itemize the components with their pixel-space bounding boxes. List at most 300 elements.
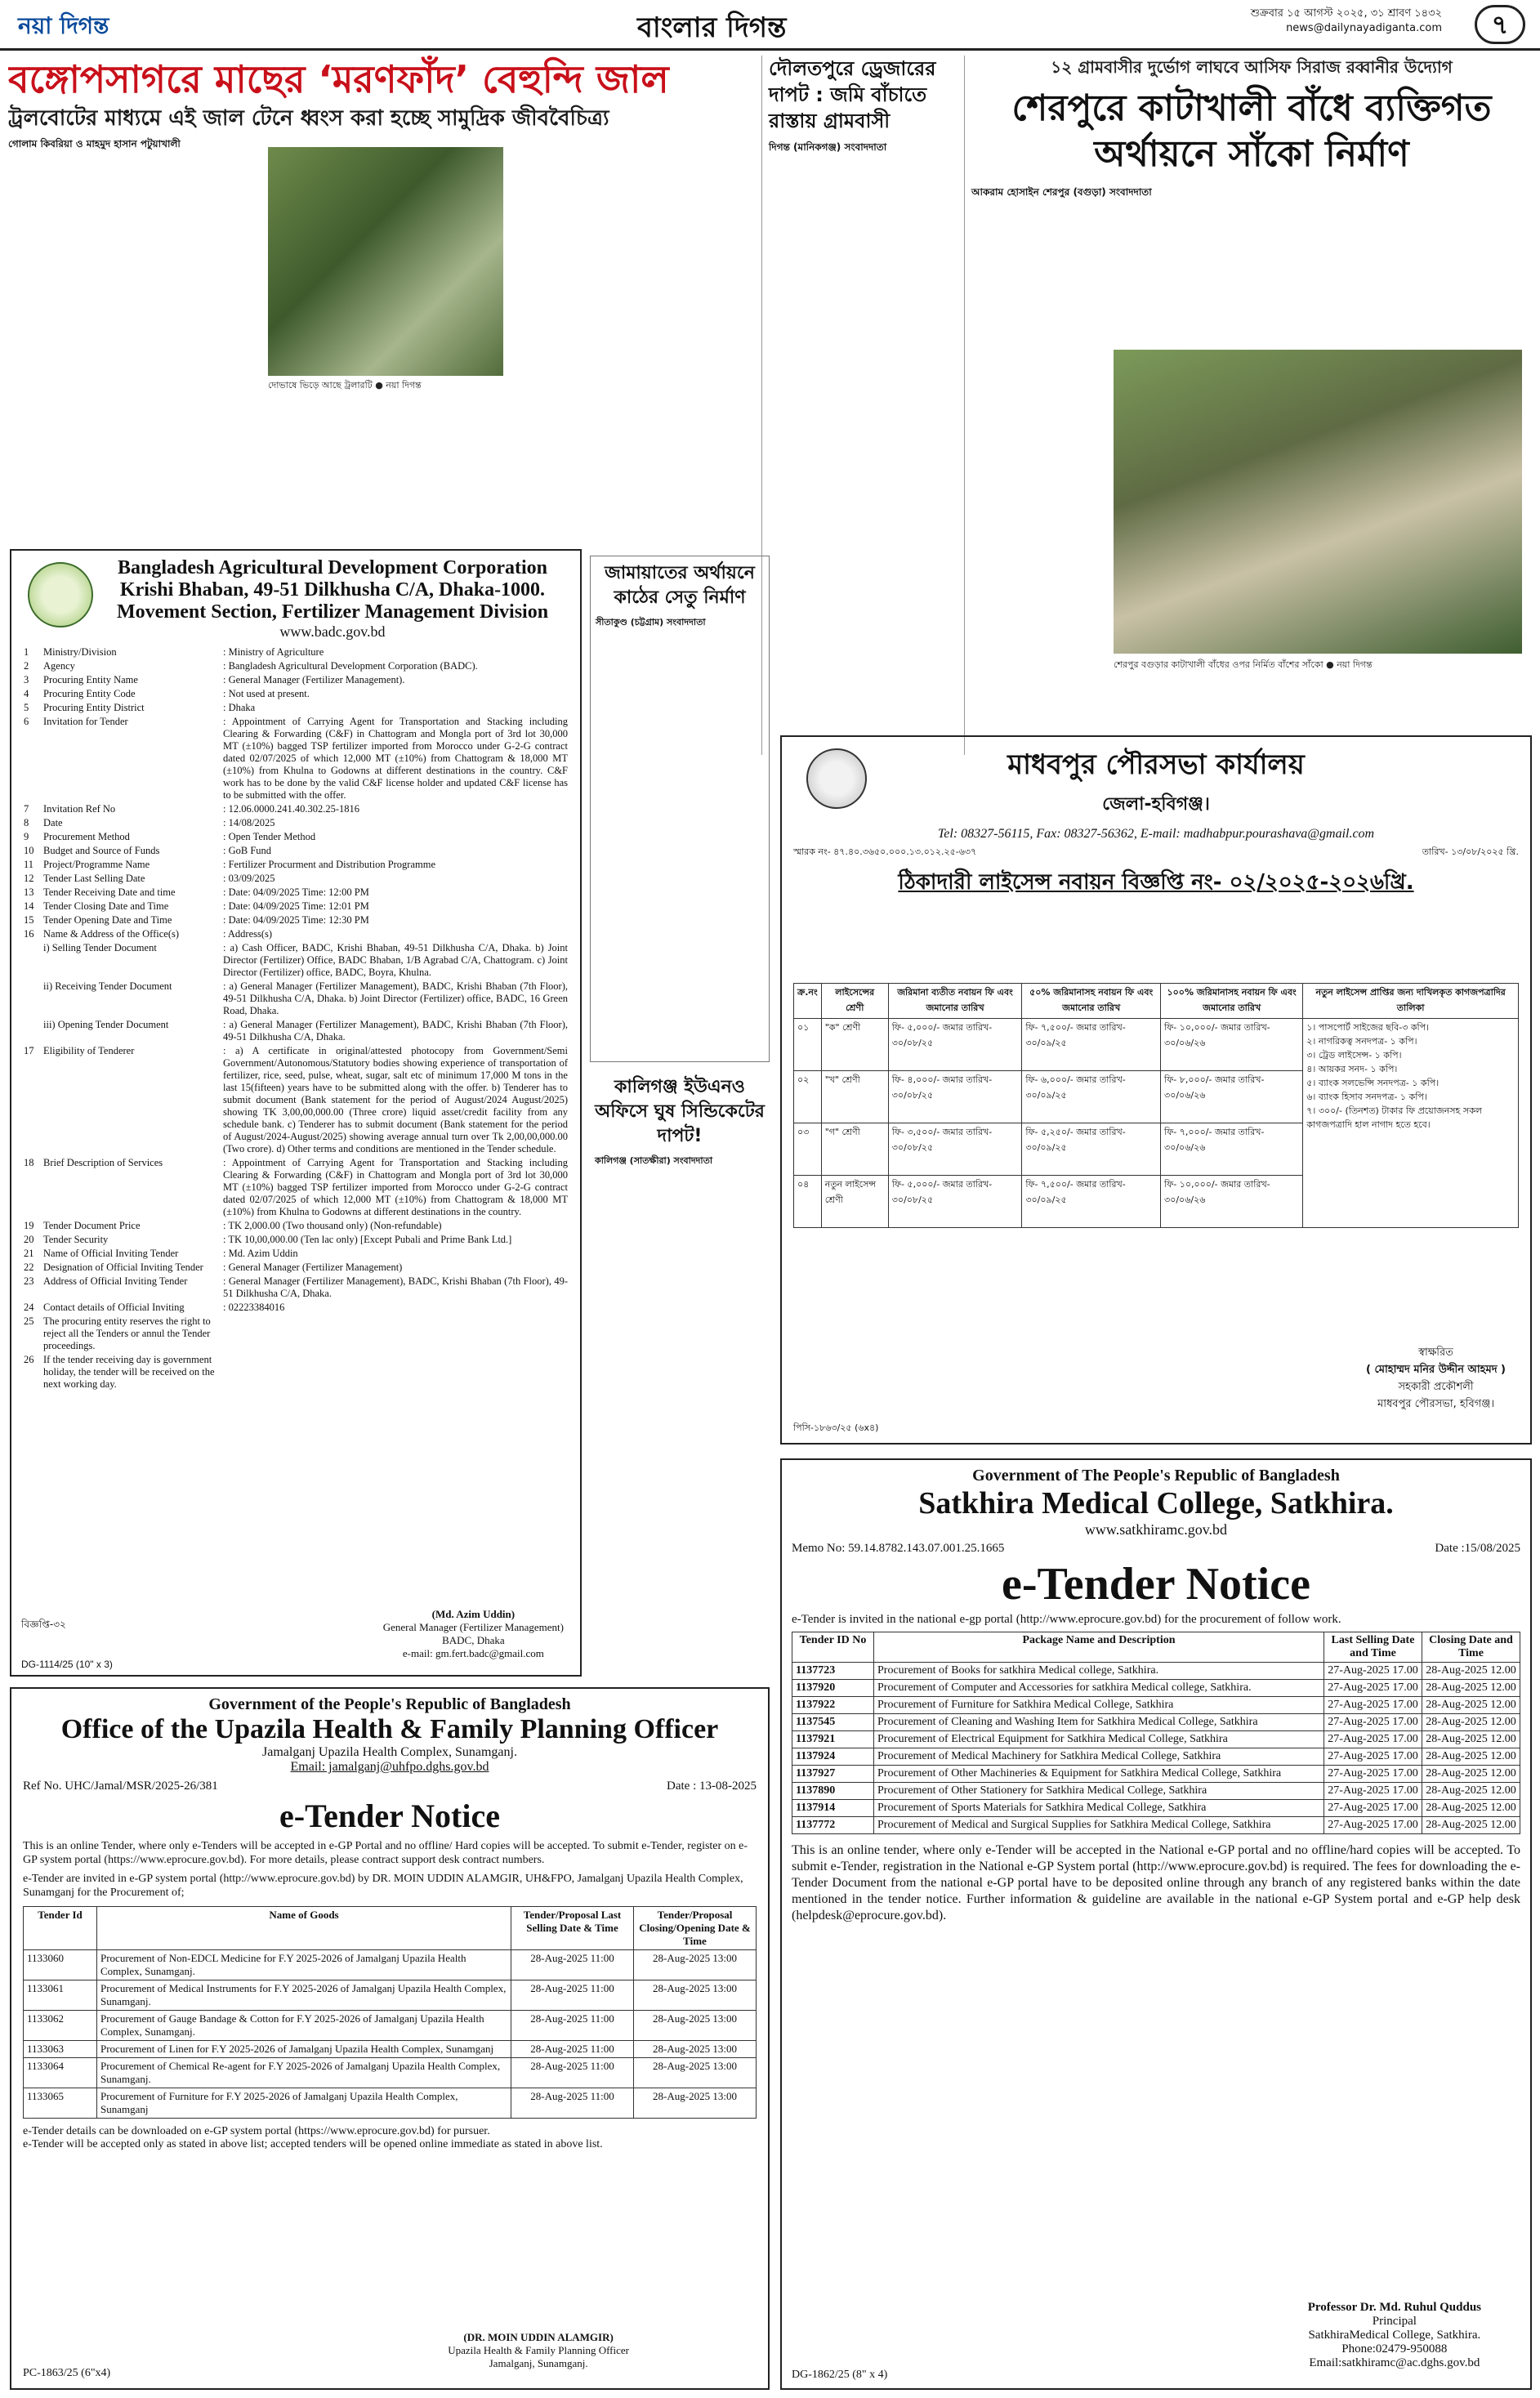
spec-value: : a) Cash Officer, BADC, Krishi Bhaban, 49-51 Dilkhusha C/A, Dhaka. b) Joint Director (Fertilizer) Office, BADC Bhaban, 1/B Agrabad C/A, Chattogram. c) Joint Director (Fertilizer) office, BADC, Boyra, Khulna. xyxy=(223,942,568,978)
sherpur-kicker: ১২ গ্রামবাসীর দুর্ভোগ লাঘবে আসিফ সিরাজ রব্বানীর উদ্যোগ xyxy=(1051,57,1453,77)
package-name: Procurement of Electrical Equipment for Satkhira Medical College, Satkhira xyxy=(874,1731,1324,1748)
table-header-row xyxy=(24,1907,757,1950)
table-row xyxy=(21,1301,570,1315)
spec-value: : GoB Fund xyxy=(223,845,272,856)
spec-label: Date xyxy=(43,817,63,828)
jamalganj-tender-table xyxy=(23,1906,757,2119)
spec-label: iii) Opening Tender Document xyxy=(43,1019,169,1030)
madhabpur-subtitle: জেলা-হবিগঞ্জ। xyxy=(1102,794,1210,815)
jamalganj-signature-block xyxy=(448,2331,629,2370)
document-item: ১। পাসপোর্ট সাইজের ছবি-৩ কপি। xyxy=(1306,1022,1430,1033)
table-cell: নতুন লাইসেন্স শ্রেণী xyxy=(821,1176,888,1228)
madhabpur-title: মাধবপুর পৌরসভা কার্যালয় xyxy=(1007,748,1305,781)
last-selling-date: 27-Aug-2025 17.00 xyxy=(1324,1783,1422,1800)
closing-date: 28-Aug-2025 12.00 xyxy=(1422,1680,1520,1697)
madhabpur-license-table xyxy=(793,983,1519,1228)
column-header: Tender/Proposal Last Selling Date & Time xyxy=(511,1907,634,1950)
column-header: ক্র.নং xyxy=(794,984,822,1019)
spec-label: Name & Address of the Office(s) xyxy=(43,928,180,940)
spec-label: Tender Opening Date and Time xyxy=(43,914,172,926)
goods-name: Procurement of Gauge Bandage & Cotton for F.Y 2025-2026 of Jamalganj Upazila Health Complex, Sunamganj. xyxy=(97,2011,511,2041)
package-name: Procurement of Computer and Accessories for satkhira Medical college, Satkhira. xyxy=(874,1680,1324,1697)
spec-number: 15 xyxy=(24,914,34,926)
spec-number: 26 xyxy=(24,1354,34,1365)
last-selling-date: 27-Aug-2025 17.00 xyxy=(1324,1697,1422,1714)
table-row xyxy=(24,2088,757,2119)
badc-title-2: Krishi Bhaban, 49-51 Dilkhusha C/A, Dhaka-1000. xyxy=(119,579,546,601)
tender-id: 1137927 xyxy=(792,1766,874,1783)
madhabpur-signed: স্বাক্ষরিত xyxy=(1418,1346,1453,1359)
spec-number: 18 xyxy=(24,1157,34,1168)
table-row xyxy=(792,1800,1520,1817)
spec-value: : Md. Azim Uddin xyxy=(223,1248,298,1259)
madhabpur-contact: Tel: 08327-56115, Fax: 08327-56362, E-mail: madhabpur.pourashava@gmail.com xyxy=(937,827,1375,841)
table-row xyxy=(21,913,570,927)
spec-number: 16 xyxy=(24,928,34,940)
table-row xyxy=(21,1275,570,1301)
closing-date: 28-Aug-2025 12.00 xyxy=(1422,1748,1520,1766)
jamalganj-email: Email: jamalganj@uhfpo.dghs.gov.bd xyxy=(290,1760,489,1774)
tender-id: 1137924 xyxy=(792,1748,874,1766)
spec-label: Brief Description of Services xyxy=(43,1157,163,1168)
table-row xyxy=(21,1233,570,1247)
jamalganj-title: Office of the Upazila Health & Family Planning Officer xyxy=(60,1714,719,1744)
table-row xyxy=(21,1219,570,1233)
jamalganj-intro1: This is an online Tender, where only e-Tenders will be accepted in e-GP Portal and no offline/ Hard copies will be accepted. To submit e-Tender, register on e-GP system portal (https://www.eprocure.gov.bd). For more details, please contract support desk contract numbers. xyxy=(23,1840,748,1866)
spec-number: 4 xyxy=(24,688,29,699)
table-row xyxy=(21,1353,570,1391)
madhabpur-notice xyxy=(780,735,1532,1445)
jamalganj-footer2: e-Tender will be accepted only as stated in above list; accepted tenders will be opened online immediate as stated in above list. xyxy=(23,2138,603,2150)
table-cell: "গ" শ্রেণী xyxy=(821,1123,888,1176)
jamalganj-intro2: e-Tender are invited in e-GP system portal (http://www.eprocure.gov.bd) by DR. MOIN UDDIN ALAMGIR, UH&FPO, Jamalganj Upazila Health Complex, Sunamganj for the Procurement of; xyxy=(23,1873,743,1899)
spec-value: : General Manager (Fertilizer Management) xyxy=(223,1262,403,1273)
table-row xyxy=(21,844,570,858)
package-name: Procurement of Furniture for Satkhira Medical College, Satkhira xyxy=(874,1697,1324,1714)
table-row xyxy=(24,2011,757,2041)
jamalganj-address: Jamalganj Upazila Health Complex, Sunamganj. xyxy=(262,1745,517,1759)
spec-number: 8 xyxy=(24,817,29,828)
spec-label: Ministry/Division xyxy=(43,646,117,658)
table-row xyxy=(21,816,570,830)
table-row xyxy=(792,1714,1520,1731)
municipality-emblem-icon xyxy=(806,748,867,809)
satkhira-notice xyxy=(780,1458,1532,2390)
table-cell: ফি- ৮,০০০/- জমার তারিখ- ৩০/০৬/২৬ xyxy=(1161,1071,1303,1123)
spec-label: Name of Official Inviting Tender xyxy=(43,1248,179,1259)
closing-date: 28-Aug-2025 12.00 xyxy=(1422,1783,1520,1800)
email-text: news@dailynayadiganta.com xyxy=(1286,22,1442,34)
spec-number: 19 xyxy=(24,1220,34,1231)
table-row xyxy=(21,830,570,844)
last-selling-date: 27-Aug-2025 17.00 xyxy=(1324,1731,1422,1748)
closing-date: 28-Aug-2025 12.00 xyxy=(1422,1731,1520,1748)
spec-label: Procuring Entity Code xyxy=(43,688,136,699)
tender-id: 1137723 xyxy=(792,1663,874,1680)
table-cell: ফি- ৭,৫০০/- জমার তারিখ- ৩০/০৯/২৫ xyxy=(1022,1019,1161,1071)
madhabpur-notice-title: ঠিকাদারী লাইসেন্স নবায়ন বিজ্ঞপ্তি নং- ০২/২০২৫-২০২৬খ্রি. xyxy=(898,870,1414,895)
section-title: বাংলার দিগন্ত xyxy=(637,11,787,44)
spec-value: : Ministry of Agriculture xyxy=(223,646,324,658)
spec-value xyxy=(221,1315,570,1353)
badc-bigyapti: বিজ্ঞপ্তি-৩২ xyxy=(21,1619,66,1630)
last-selling-date: 27-Aug-2025 17.00 xyxy=(1324,1817,1422,1834)
table-row xyxy=(21,1156,570,1219)
table-cell: ০২ xyxy=(794,1071,822,1123)
spec-number xyxy=(21,1018,41,1044)
daulatpur-story xyxy=(761,56,957,755)
sherpur-photo xyxy=(1114,350,1522,654)
last-selling-date: 27-Aug-2025 17.00 xyxy=(1324,1766,1422,1783)
spec-value: : 12.06.0000.241.40.302.25-1816 xyxy=(223,803,360,815)
spec-number xyxy=(21,980,41,1018)
column-header: Tender ID No xyxy=(792,1632,874,1663)
column-header: ১০০% জরিমানাসহ নবায়ন ফি এবং জমানোর তারিখ xyxy=(1161,984,1303,1019)
badc-title-3: Movement Section, Fertilizer Management Division xyxy=(116,601,549,623)
kaliganj-headline: কালিগঞ্জ ইউএনও অফিসে ঘুষ সিন্ডিকেটের দাপট! xyxy=(595,1075,765,1149)
spec-number: 5 xyxy=(24,702,29,713)
table-row xyxy=(792,1748,1520,1766)
badc-dg: DG-1114/25 (10" x 3) xyxy=(21,1659,113,1670)
spec-label: Invitation for Tender xyxy=(43,716,128,727)
spec-label: If the tender receiving day is government holiday, the tender will be received on the next working day. xyxy=(43,1354,215,1390)
table-cell: ফি- ৫,০০০/- জমার তারিখ- ৩০/০৮/২৫ xyxy=(888,1019,1022,1071)
satkhira-signer-org: SatkhiraMedical College, Satkhira. xyxy=(1308,2329,1481,2342)
satkhira-website: www.satkhiramc.gov.bd xyxy=(1084,1521,1228,1538)
document-item: ৭। ৩০০/- (তিনশত) টাকার ফি প্রয়োজনসহ সকল কাগজপত্রাদি হাল নাগাদ হতে হবে। xyxy=(1306,1105,1482,1130)
jamalganj-ref-row xyxy=(23,1780,757,1793)
spec-value: : Date: 04/09/2025 Time: 12:00 PM xyxy=(223,886,369,898)
tender-id: 1137890 xyxy=(792,1783,874,1800)
badc-spec-table xyxy=(21,645,570,1391)
spec-value: : Dhaka xyxy=(223,702,256,713)
package-name: Procurement of Medical Machinery for Satkhira Medical College, Satkhira xyxy=(874,1748,1324,1766)
table-cell: ফি- ৫,২৫০/- জমার তারিখ- ৩০/০৯/২৫ xyxy=(1022,1123,1161,1176)
lead-photo-caption: দোভাষে ভিড়ে আছে ট্রলারটি ● নয়া দিগন্ত xyxy=(268,380,422,391)
madhabpur-signature-block xyxy=(1366,1345,1506,1413)
badc-signer-title2: BADC, Dhaka xyxy=(442,1634,505,1646)
table-cell: "খ" শ্রেণী xyxy=(821,1071,888,1123)
spec-number: 1 xyxy=(24,646,29,658)
satkhira-tender-table xyxy=(792,1632,1520,1834)
table-row xyxy=(21,701,570,715)
spec-label: Tender Receiving Date and time xyxy=(43,886,176,898)
document-item: ৩। ট্রেড লাইসেন্স- ১ কপি। xyxy=(1306,1050,1402,1061)
table-row xyxy=(792,1680,1520,1697)
kaliganj-byline: কালিগঞ্জ (সাতক্ষীরা) সংবাদদাতা xyxy=(595,1155,713,1166)
table-row xyxy=(21,941,570,980)
jamalganj-gov: Government of the People's Republic of Bangladesh xyxy=(208,1695,571,1713)
spec-value: : General Manager (Fertilizer Management). xyxy=(223,674,405,685)
closing-date: 28-Aug-2025 13:00 xyxy=(634,2088,757,2119)
table-row xyxy=(21,802,570,816)
column-header: Name of Goods xyxy=(97,1907,511,1950)
table-row xyxy=(21,645,570,659)
spec-value: : Address(s) xyxy=(223,928,273,940)
last-selling-date: 28-Aug-2025 11:00 xyxy=(511,1980,634,2011)
satkhira-footer: This is an online tender, where only e-Tender will be accepted in the National e-GP portal and no offline/hard copies will be accepted. To submit e-Tender, registration in the National e-GP System portal (http://www.eprocure.gov.bd) is required. The fees for downloading the e-Tender Document from the national e-GP portal have to be deposited online through any branch of any registered banks within the date mentioned in the tender notice. Further information & guideline are available in the national e-GP System portal and e-GP help desk (helpdesk@eprocure.gov.bd). xyxy=(792,1843,1520,1922)
madhabpur-signer-title: সহকারী প্রকৌশলী xyxy=(1398,1381,1474,1393)
spec-label: Invitation Ref No xyxy=(43,803,116,815)
satkhira-signer-title: Principal xyxy=(1372,2315,1417,2328)
closing-date: 28-Aug-2025 12.00 xyxy=(1422,1663,1520,1680)
tender-id: 1137914 xyxy=(792,1800,874,1817)
table-row xyxy=(21,1247,570,1261)
table-row xyxy=(794,1019,1519,1071)
badc-signer-email: e-mail: gm.fert.badc@gmail.com xyxy=(402,1647,544,1659)
table-cell: "ক" শ্রেণী xyxy=(821,1019,888,1071)
closing-date: 28-Aug-2025 13:00 xyxy=(634,2041,757,2058)
satkhira-date: Date :15/08/2025 xyxy=(1435,1542,1520,1555)
table-row xyxy=(21,900,570,913)
table-row xyxy=(21,980,570,1018)
tender-id: 1137922 xyxy=(792,1697,874,1714)
spec-label: ii) Receiving Tender Document xyxy=(43,980,172,992)
madhabpur-memo: স্মারক নং- ৪৭.৪০.৩৬৫০.০০০.১৩.০১২.২৫-৬৩৭ xyxy=(793,846,977,857)
table-row xyxy=(21,673,570,687)
spec-number: 14 xyxy=(24,900,34,912)
spec-label: Procuring Entity Name xyxy=(43,674,138,685)
badc-logo-icon xyxy=(28,562,93,627)
column-header: Closing Date and Time xyxy=(1422,1632,1520,1663)
date-text: শুক্রবার ১৫ আগস্ট ২০২৫, ৩১ শ্রাবণ ১৪৩২ xyxy=(1250,7,1442,20)
table-cell: ০৩ xyxy=(794,1123,822,1176)
satkhira-gov: Government of The People's Republic of Bangladesh xyxy=(972,1467,1340,1485)
satkhira-signature-block xyxy=(1308,2301,1481,2370)
spec-value: : 02223384016 xyxy=(223,1302,285,1313)
table-cell: ফি- ৩,৫০০/- জমার তারিখ- ৩০/০৮/২৫ xyxy=(888,1123,1022,1176)
last-selling-date: 28-Aug-2025 11:00 xyxy=(511,2011,634,2041)
kaliganj-story xyxy=(590,1070,770,1675)
package-name: Procurement of Cleaning and Washing Item for Satkhira Medical College, Satkhira xyxy=(874,1714,1324,1731)
spec-label: Tender Closing Date and Time xyxy=(43,900,169,912)
jamaat-byline: সীতাকুণ্ড (চট্টগ্রাম) সংবাদদাতা xyxy=(596,617,706,627)
spec-number: 23 xyxy=(24,1275,34,1287)
table-cell: ০৪ xyxy=(794,1176,822,1228)
table-row xyxy=(21,1261,570,1275)
column-header: জরিমানা ব্যতীত নবায়ন ফি এবং জমানোর তারিখ xyxy=(888,984,1022,1019)
last-selling-date: 28-Aug-2025 11:00 xyxy=(511,2041,634,2058)
table-row xyxy=(24,2058,757,2088)
sherpur-headline: শেরপুরে কাটাখালী বাঁধে ব্যক্তিগত অর্থায়নে সাঁকো নির্মাণ xyxy=(1011,87,1492,175)
goods-name: Procurement of Medical Instruments for F.Y 2025-2026 of Jamalganj Upazila Health Complex, Sunamganj. xyxy=(97,1980,511,2011)
spec-number xyxy=(21,941,41,980)
masthead xyxy=(0,0,1540,51)
goods-name: Procurement of Chemical Re-agent for F.Y 2025-2026 of Jamalganj Upazila Health Complex, Sunamganj. xyxy=(97,2058,511,2088)
satkhira-signer: Professor Dr. Md. Ruhul Quddus xyxy=(1307,2301,1481,2314)
spec-label: The procuring entity reserves the right to reject all the Tenders or annul the Tender proceedings. xyxy=(43,1315,211,1351)
table-header-row xyxy=(794,984,1519,1019)
satkhira-email: Email:satkhiramc@ac.dghs.gov.bd xyxy=(1309,2356,1480,2369)
satkhira-notice-title: e-Tender Notice xyxy=(1002,1559,1310,1610)
table-cell: ফি- ৭,০০০/- জমার তারিখ- ৩০/০৬/২৬ xyxy=(1161,1123,1303,1176)
satkhira-dg: DG-1862/25 (8" x 4) xyxy=(792,2369,888,2381)
jamalganj-ref: Ref No. UHC/Jamal/MSR/2025-26/381 xyxy=(23,1780,218,1793)
spec-value: : 14/08/2025 xyxy=(223,817,275,828)
jamalganj-pc: PC-1863/25 (6"x4) xyxy=(23,2367,111,2379)
spec-label: Tender Document Price xyxy=(43,1220,141,1231)
spec-label: Address of Official Inviting Tender xyxy=(43,1275,188,1287)
closing-date: 28-Aug-2025 13:00 xyxy=(634,2011,757,2041)
tender-id: 1133065 xyxy=(24,2088,97,2119)
spec-number: 17 xyxy=(24,1045,34,1056)
newspaper-logo: নয়া দিগন্ত xyxy=(18,12,109,39)
table-row xyxy=(24,1950,757,1980)
satkhira-memo-row xyxy=(792,1542,1520,1556)
badc-website: www.badc.gov.bd xyxy=(279,623,386,640)
tender-id: 1137920 xyxy=(792,1680,874,1697)
spec-value: : a) A certificate in original/attested photocopy from Government/Semi Government/Autonomous/Statutory bodies showing experience of transportation of fertilizer, rice, seed, pulse, wheat, sugar, salt etc of minimum 17,000 M tons in the last 15(fifteen) years have to be submitted along with the offer. b) Tenderer has to submit document (Bank statement for the period of August/2024 August/2025) showing TK 3,00,00,000.00 (Three crore) liquid asset/credit facility from any schedule bank. c) Tenderer has to submit document (Bank statement for the period of August/2024-August/2025) showing average annual turn over Tk 2,00,00,000.00 (Two crore). d) Other terms and conditions are mentioned in the Tender schedule. xyxy=(223,1045,568,1154)
spec-number: 10 xyxy=(24,845,34,856)
column-header: Tender/Proposal Closing/Opening Date & Time xyxy=(634,1907,757,1950)
spec-number: 21 xyxy=(24,1248,34,1259)
spec-number: 2 xyxy=(24,660,29,672)
last-selling-date: 28-Aug-2025 11:00 xyxy=(511,2058,634,2088)
table-cell: ফি- ৪,০০০/- জমার তারিখ- ৩০/০৮/২৫ xyxy=(888,1071,1022,1123)
satkhira-intro: e-Tender is invited in the national e-gp portal (http://www.eprocure.gov.bd) for the procurement of follow work. xyxy=(792,1613,1341,1626)
lead-byline: গোলাম কিবরিয়া ও মাহমুদ হাসান পটুয়াখালী xyxy=(8,138,181,150)
badc-tender-notice xyxy=(10,549,582,1677)
spec-number: 12 xyxy=(24,873,34,884)
spec-number: 3 xyxy=(24,674,29,685)
page-number: ৭ xyxy=(1475,5,1525,44)
table-row xyxy=(24,2041,757,2058)
tender-id: 1137921 xyxy=(792,1731,874,1748)
table-cell: ফি- ৭,৫০০/- জমার তারিখ- ৩০/০৯/২৫ xyxy=(1022,1176,1161,1228)
spec-label: Tender Security xyxy=(43,1234,109,1245)
table-cell: ০১ xyxy=(794,1019,822,1071)
spec-value: : Appointment of Carrying Agent for Transportation and Stacking including Clearing & Forwarding (C&F) in Chattogram and Mongla port of 3rd lot 30,000 MT (±10%) bagged TSP fertilizer imported from Morocco under G-2-G contract dated 02/07/2025 of which 12,000 MT (±10%) from Chattogram & 18,000 MT (±10%) from Khulna to Godowns at different destinations in the country. xyxy=(223,1157,568,1217)
table-row xyxy=(21,1044,570,1156)
madhabpur-memo-date: তারিখ- ১৩/০৮/২০২৫ খ্রি. xyxy=(1422,846,1519,857)
jamaat-story xyxy=(590,556,770,1062)
tender-id: 1137772 xyxy=(792,1817,874,1834)
last-selling-date: 27-Aug-2025 17.00 xyxy=(1324,1680,1422,1697)
tender-id: 1133062 xyxy=(24,2011,97,2041)
last-selling-date: 27-Aug-2025 17.00 xyxy=(1324,1748,1422,1766)
tender-id: 1133064 xyxy=(24,2058,97,2088)
document-item: ৪। আয়কর সনদ- ১ কপি। xyxy=(1306,1064,1398,1074)
table-header-row xyxy=(792,1632,1520,1663)
closing-date: 28-Aug-2025 12.00 xyxy=(1422,1697,1520,1714)
spec-label: Project/Programme Name xyxy=(43,859,150,870)
column-header: Last Selling Date and Time xyxy=(1324,1632,1422,1663)
spec-label: Procuring Entity District xyxy=(43,702,145,713)
closing-date: 28-Aug-2025 13:00 xyxy=(634,1950,757,1980)
sherpur-story xyxy=(964,56,1532,755)
jamalganj-signer: (DR. MOIN UDDIN ALAMGIR) xyxy=(463,2331,614,2343)
package-name: Procurement of Other Machineries & Equipment for Satkhira Medical College, Satkhira xyxy=(874,1766,1324,1783)
satkhira-memo: Memo No: 59.14.8782.143.07.001.25.1665 xyxy=(792,1542,1005,1555)
table-row xyxy=(21,659,570,673)
spec-number: 13 xyxy=(24,886,34,898)
sherpur-byline: আকরাম হোসাইন শেরপুর (বগুড়া) সংবাদদাতা xyxy=(971,186,1152,198)
table-row xyxy=(792,1817,1520,1834)
tender-id: 1133060 xyxy=(24,1950,97,1980)
column-header: লাইসেন্সের শ্রেণী xyxy=(821,984,888,1019)
spec-value: : Fertilizer Procurment and Distribution Programme xyxy=(223,859,436,870)
column-header: ৫০% জরিমানাসহ নবায়ন ফি এবং জমানোর তারিখ xyxy=(1022,984,1161,1019)
spec-value xyxy=(221,1353,570,1391)
table-row xyxy=(21,1018,570,1044)
jamalganj-notice-title: e-Tender Notice xyxy=(279,1797,500,1834)
closing-date: 28-Aug-2025 13:00 xyxy=(634,1980,757,2011)
jamalganj-notice xyxy=(10,1687,770,2390)
spec-number: 20 xyxy=(24,1234,34,1245)
table-cell: ফি- ৬,০০০/- জমার তারিখ- ৩০/০৯/২৫ xyxy=(1022,1071,1161,1123)
spec-number: 6 xyxy=(24,716,29,727)
closing-date: 28-Aug-2025 13:00 xyxy=(634,2058,757,2088)
tender-id: 1133063 xyxy=(24,2041,97,2058)
badc-title-1: Bangladesh Agricultural Development Corporation xyxy=(118,557,547,578)
spec-value: : Date: 04/09/2025 Time: 12:01 PM xyxy=(223,900,369,912)
jamalganj-date: Date : 13-08-2025 xyxy=(667,1780,757,1793)
sherpur-photo-caption: শেরপুর বগুড়ার কাটাখালী বাঁধের ওপর নির্মিত বাঁশের সাঁকো ● নয়া দিগন্ত xyxy=(1114,659,1373,670)
spec-value: : Bangladesh Agricultural Development Corporation (BADC). xyxy=(223,660,478,672)
spec-number: 9 xyxy=(24,831,29,842)
closing-date: 28-Aug-2025 12.00 xyxy=(1422,1817,1520,1834)
daulatpur-headline: দৌলতপুরে ড্রেজারের দাপট : জমি বাঁচাতে রাস্তায় গ্রামবাসী xyxy=(769,57,936,132)
spec-label: Procurement Method xyxy=(43,831,130,842)
last-selling-date: 28-Aug-2025 11:00 xyxy=(511,1950,634,1980)
table-row xyxy=(792,1731,1520,1748)
table-row xyxy=(21,872,570,886)
goods-name: Procurement of Non-EDCL Medicine for F.Y 2025-2026 of Jamalganj Upazila Health Complex, Sunamganj. xyxy=(97,1950,511,1980)
table-row xyxy=(21,1315,570,1353)
document-item: ৫। ব্যাংক সলভেন্সি সনদপত্র- ১ কপি। xyxy=(1306,1078,1440,1088)
madhabpur-signer: ( মোহাম্মদ মনির উদ্দীন আহমদ ) xyxy=(1366,1364,1506,1376)
lead-headline: বঙ্গোপসাগরে মাছের ‘মরণফাঁদ’ বেহুন্দি জাল xyxy=(8,57,669,101)
spec-number: 24 xyxy=(24,1302,34,1313)
spec-label: Eligibility of Tenderer xyxy=(43,1045,135,1056)
table-row xyxy=(792,1783,1520,1800)
table-row xyxy=(21,858,570,872)
spec-value: : TK 2,000.00 (Two thousand only) (Non-refundable) xyxy=(223,1220,442,1231)
goods-name: Procurement of Linen for F.Y 2025-2026 of Jamalganj Upazila Health Complex, Sunamganj xyxy=(97,2041,511,2058)
spec-number: 25 xyxy=(24,1315,34,1327)
package-name: Procurement of Medical and Surgical Supplies for Satkhira Medical College, Satkhira xyxy=(874,1817,1324,1834)
table-row xyxy=(21,927,570,941)
lead-photo xyxy=(268,147,503,376)
jamalganj-signer-org: Jamalganj, Sunamganj. xyxy=(489,2357,588,2369)
tender-id: 1137545 xyxy=(792,1714,874,1731)
satkhira-title: Satkhira Medical College, Satkhira. xyxy=(918,1486,1394,1521)
spec-value: : TK 10,00,000.00 (Ten lac only) [Except Pubali and Prime Bank Ltd.] xyxy=(223,1234,512,1245)
column-header: Package Name and Description xyxy=(874,1632,1324,1663)
madhabpur-signer-org: মাধবপুর পৌরসভা, হবিগঞ্জ। xyxy=(1377,1398,1494,1410)
lead-subhead: ট্রলবোটের মাধ্যমে এই জাল টেনে ধ্বংস করা হচ্ছে সামুদ্রিক জীববৈচিত্র্য xyxy=(8,106,609,131)
column-header: Tender Id xyxy=(24,1907,97,1950)
madhabpur-code: পিসি-১৮৬৩/২৫ (৬x৪) xyxy=(793,1422,879,1433)
table-row xyxy=(24,1980,757,2011)
table-row xyxy=(792,1766,1520,1783)
spec-label: Budget and Source of Funds xyxy=(43,845,160,856)
dateline xyxy=(1251,7,1442,36)
table-cell: ফি- ১০,০০০/- জমার তারিখ- ৩০/০৬/২৬ xyxy=(1161,1019,1303,1071)
closing-date: 28-Aug-2025 12.00 xyxy=(1422,1766,1520,1783)
spec-number: 22 xyxy=(24,1262,34,1273)
madhabpur-intro-text xyxy=(793,906,1519,980)
last-selling-date: 27-Aug-2025 17.00 xyxy=(1324,1714,1422,1731)
spec-value: : Open Tender Method xyxy=(223,831,316,842)
spec-label: Contact details of Official Inviting xyxy=(43,1302,185,1313)
spec-label: Tender Last Selling Date xyxy=(43,873,145,884)
spec-value: : Date: 04/09/2025 Time: 12:30 PM xyxy=(223,914,369,926)
jamalganj-footer1: e-Tender details can be downloaded on e-GP system portal (https://www.eprocure.gov.bd) for pursuer. xyxy=(23,2125,490,2137)
document-item: ৬। ব্যাংক হিসাব সনদপত্র- ১ কপি। xyxy=(1306,1092,1427,1102)
spec-value: : 03/09/2025 xyxy=(223,873,275,884)
satkhira-phone: Phone:02479-950088 xyxy=(1341,2342,1448,2356)
